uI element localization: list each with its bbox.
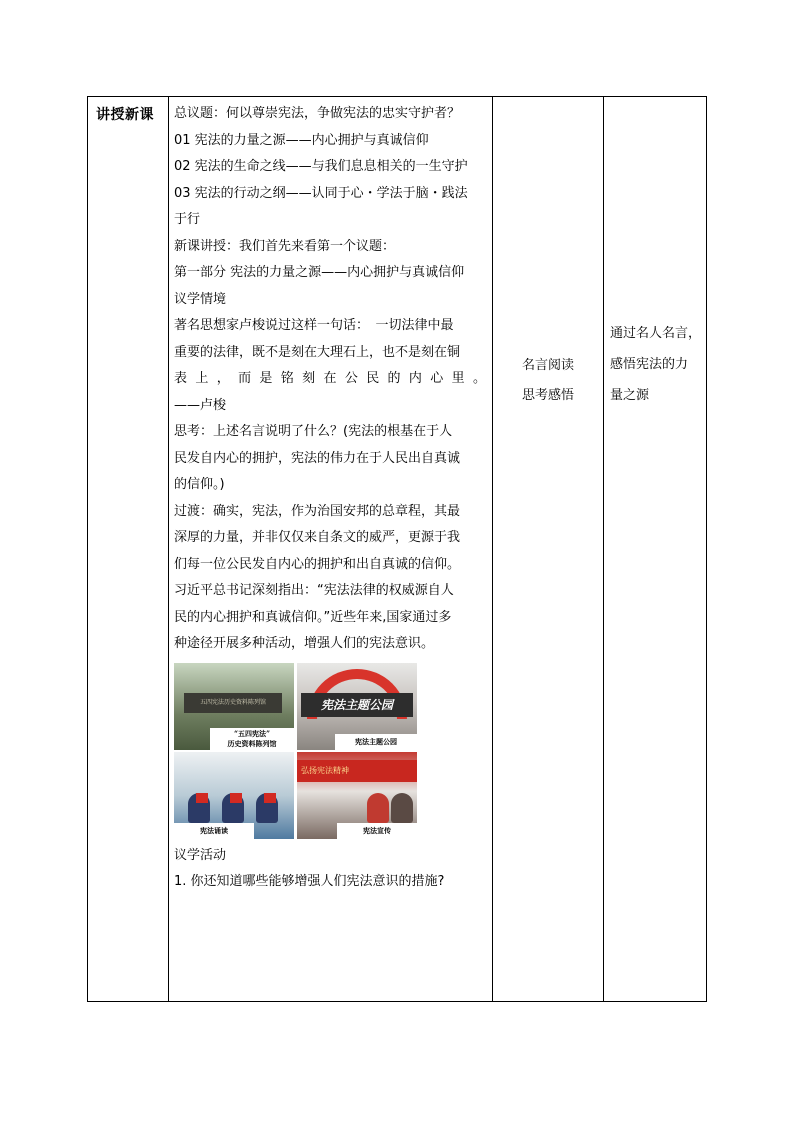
think-question: 思考：上述名言说明了什么？(宪法的根基在于人 <box>174 424 453 439</box>
photo-caption: 宪法宣传 <box>337 823 417 839</box>
museum-sign: 五四宪法历史资料陈列馆 <box>184 693 282 713</box>
activity-question: 1. 你还知道哪些能够增强人们宪法意识的措施? <box>174 874 445 889</box>
content-cell <box>169 97 492 896</box>
topic-03: 03 宪法的行动之纲——认同于心・学法于脑・践法 <box>174 185 468 201</box>
xi-quote: 种途径开展多种活动，增强人们的宪法意识。 <box>174 636 435 651</box>
park-sign: 宪法主题公园 <box>301 693 413 717</box>
photo-caption: 宪法诵读 <box>174 823 254 839</box>
photo-theme-park <box>297 663 417 750</box>
new-lesson-intro: 新课讲授：我们首先来看第一个议题： <box>174 238 396 254</box>
think-answer: 的信仰。) <box>174 477 225 492</box>
photo-caption: “五四宪法” 历史资料陈列馆 <box>210 728 294 750</box>
row-heading: 讲授新课 <box>96 107 154 123</box>
red-book <box>264 793 276 803</box>
transition-text: 深厚的力量，并非仅仅来自条文的威严，更源于我 <box>174 530 461 545</box>
quote-author: ——卢梭 <box>174 397 227 413</box>
transition-text: 过渡：确实，宪法，作为治国安邦的总章程，其最 <box>174 503 461 519</box>
think-answer: 民发自内心的拥护，宪法的伟力在于人民出自真诚 <box>174 450 461 466</box>
quote-line: 著名思想家卢梭说过这样一句话： 一切法律中最 <box>174 318 454 333</box>
overall-topic: 总议题：何以尊崇宪法，争做宪法的忠实守护者？ <box>174 106 461 121</box>
situation-heading: 议学情境 <box>174 291 227 307</box>
quote-line: 表上，而是铭刻在公民的内心里。 <box>174 371 486 386</box>
citizen-figure <box>391 793 413 823</box>
design-intent-line: 量之源 <box>610 388 650 403</box>
xi-quote: 习近平总书记深刻指出：“宪法法律的权威源自人 <box>174 583 454 598</box>
topic-02: 02 宪法的生命之线——与我们息息相关的一生守护 <box>174 159 468 174</box>
photo-collage <box>174 663 419 839</box>
activity-heading: 议学活动 <box>174 847 227 863</box>
xi-quote: 民的内心拥护和真诚信仰。”近些年来,国家通过多 <box>174 609 452 625</box>
design-intent-line: 感悟宪法的力 <box>610 357 689 372</box>
photo-caption: 宪法主题公园 <box>335 734 417 750</box>
quote-line: 重要的法律，既不是刻在大理石上，也不是刻在铜 <box>174 344 461 360</box>
red-book <box>230 793 242 803</box>
red-book <box>196 793 208 803</box>
photo-recitation <box>174 752 294 839</box>
part-one-heading: 第一部分 宪法的力量之源——内心拥护与真诚信仰 <box>174 265 465 280</box>
design-intent-line: 通过名人名言， <box>610 326 702 341</box>
lesson-table <box>87 96 707 1002</box>
transition-text: 们每一位公民发自内心的拥护和出自真诚的信仰。 <box>174 556 461 572</box>
design-intent-cell <box>604 97 706 1001</box>
row-heading-cell <box>88 97 168 124</box>
topic-01: 01 宪法的力量之源——内心拥护与真诚信仰 <box>174 132 429 148</box>
student-activity-item: 名言阅读 <box>521 358 574 373</box>
student-activity-cell <box>493 97 603 1001</box>
photo-history-museum <box>174 663 294 750</box>
photo-promotion <box>297 752 417 839</box>
topic-03-cont: 于行 <box>174 212 201 227</box>
volunteer-figure <box>367 793 389 823</box>
student-activity-item: 思考感悟 <box>521 388 574 403</box>
promo-banner: 弘扬宪法精神 <box>297 760 417 782</box>
